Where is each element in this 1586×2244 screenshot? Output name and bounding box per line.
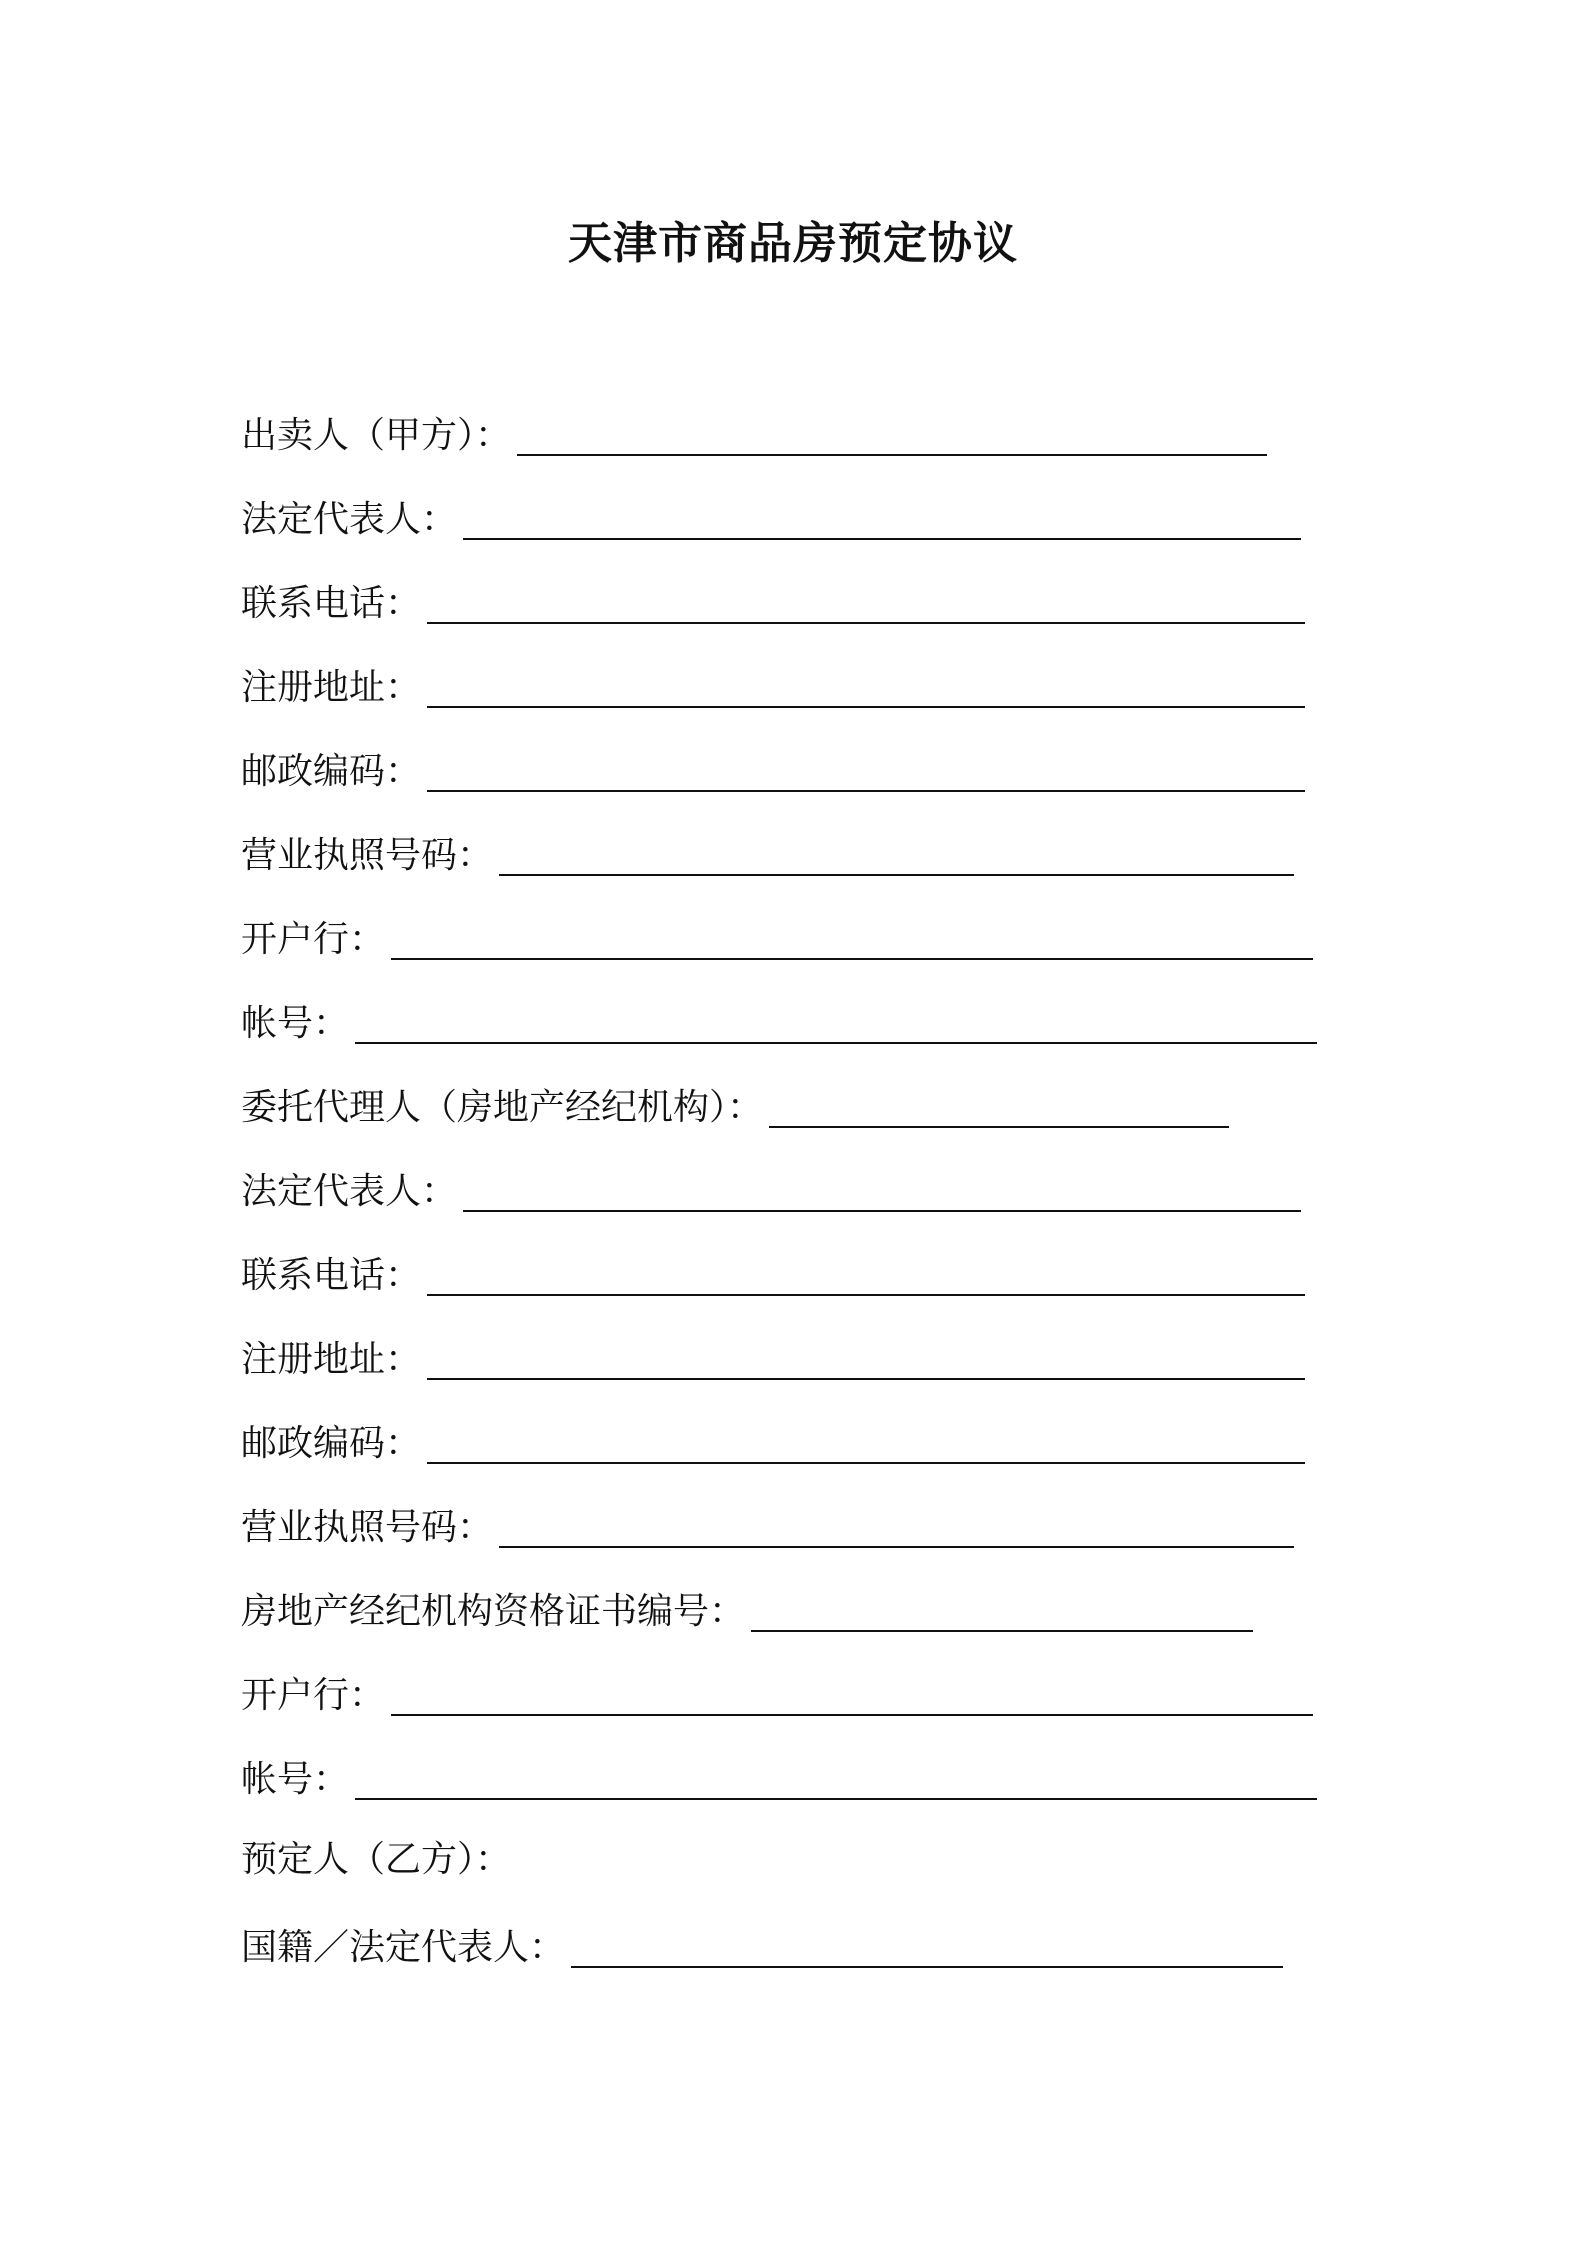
- field-label-seller-account: 帐号：: [241, 1003, 350, 1044]
- blank-line-seller-legal-rep[interactable]: [463, 504, 1301, 540]
- field-agent-certificate: [241, 1578, 1253, 1634]
- blank-line-seller-address[interactable]: [427, 672, 1305, 708]
- blank-line-agent-address[interactable]: [427, 1344, 1305, 1380]
- field-seller: [241, 402, 1267, 458]
- field-agent-address: [241, 1326, 1305, 1382]
- field-label-seller-license: 营业执照号码：: [241, 835, 494, 876]
- field-label-seller-bank: 开户行：: [241, 919, 386, 960]
- field-label-agent-postcode: 邮政编码：: [241, 1423, 422, 1464]
- document-title: 天津市商品房预定协议: [568, 218, 1018, 269]
- blank-line-seller-account[interactable]: [355, 1008, 1317, 1044]
- field-label-agent-license: 营业执照号码：: [241, 1507, 494, 1548]
- field-agent-license: [241, 1494, 1294, 1550]
- field-label-seller-address: 注册地址：: [241, 667, 422, 708]
- field-label-agent-bank: 开户行：: [241, 1675, 386, 1716]
- field-label-agent-account: 帐号：: [241, 1759, 350, 1800]
- field-seller-bank: [241, 906, 1313, 962]
- field-agent-postcode: [241, 1410, 1305, 1466]
- blank-line-agent-certificate[interactable]: [751, 1596, 1253, 1632]
- field-seller-license: [241, 822, 1294, 878]
- blank-line-agent-license[interactable]: [499, 1512, 1294, 1548]
- field-label-buyer: 预定人（乙方）：: [241, 1839, 512, 1880]
- field-seller-phone: [241, 570, 1305, 626]
- field-label-seller: 出卖人（甲方）：: [241, 415, 512, 456]
- blank-line-seller-phone[interactable]: [427, 588, 1305, 624]
- blank-line-agent-legal-rep[interactable]: [463, 1176, 1301, 1212]
- field-agent: [241, 1074, 1229, 1130]
- blank-line-agent-account[interactable]: [355, 1764, 1317, 1800]
- blank-line-seller[interactable]: [517, 420, 1267, 456]
- field-label-agent-phone: 联系电话：: [241, 1255, 422, 1296]
- field-seller-account: [241, 990, 1317, 1046]
- field-label-agent-address: 注册地址：: [241, 1339, 422, 1380]
- blank-line-agent-postcode[interactable]: [427, 1428, 1305, 1464]
- blank-line-agent-bank[interactable]: [391, 1680, 1313, 1716]
- field-seller-address: [241, 654, 1305, 710]
- field-label-agent-legal-rep: 法定代表人：: [241, 1171, 458, 1212]
- field-label-seller-postcode: 邮政编码：: [241, 751, 422, 792]
- blank-line-seller-license[interactable]: [499, 840, 1294, 876]
- blank-line-seller-bank[interactable]: [391, 924, 1313, 960]
- field-label-agent-certificate: 房地产经纪机构资格证书编号：: [241, 1591, 746, 1632]
- field-agent-phone: [241, 1242, 1305, 1298]
- field-label-agent: 委托代理人（房地产经纪机构）：: [241, 1087, 764, 1128]
- blank-line-buyer-nationality[interactable]: [571, 1932, 1283, 1968]
- field-agent-account: [241, 1746, 1317, 1802]
- field-seller-legal-rep: [241, 486, 1301, 542]
- field-label-seller-legal-rep: 法定代表人：: [241, 499, 458, 540]
- blank-line-agent-phone[interactable]: [427, 1260, 1305, 1296]
- field-agent-legal-rep: [241, 1158, 1301, 1214]
- field-buyer-nationality: [241, 1914, 1283, 1970]
- blank-line-seller-postcode[interactable]: [427, 756, 1305, 792]
- field-seller-postcode: [241, 738, 1305, 794]
- field-label-buyer-nationality: 国籍／法定代表人：: [241, 1927, 566, 1968]
- field-buyer: [241, 1826, 511, 1882]
- field-agent-bank: [241, 1662, 1313, 1718]
- blank-line-agent[interactable]: [769, 1092, 1229, 1128]
- field-label-seller-phone: 联系电话：: [241, 583, 422, 624]
